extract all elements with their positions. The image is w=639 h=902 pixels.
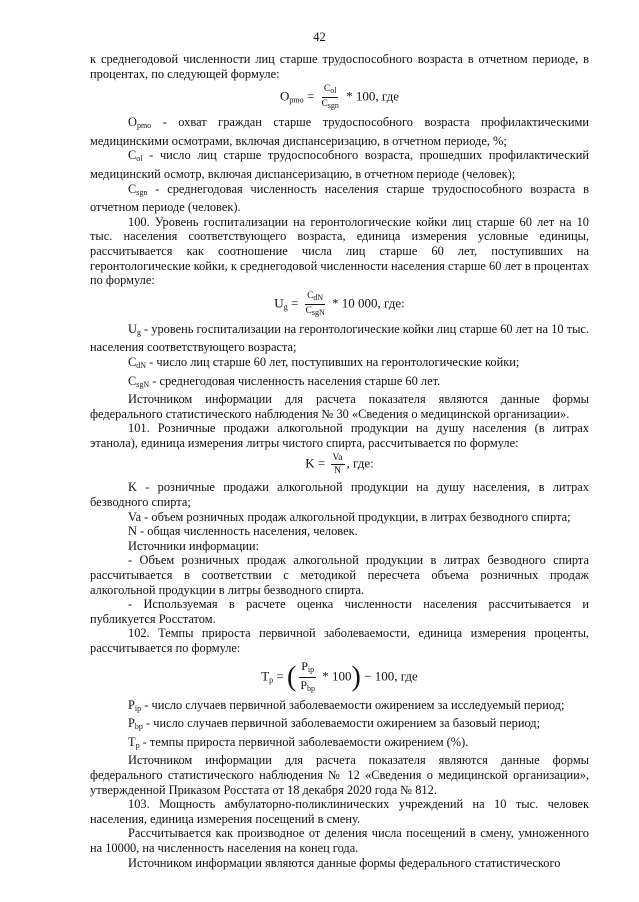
formula-coverage: $O_{pmo}$ = $\frac{C_{ol}}{C_{sgn}}$ * 100, где <box>279 84 399 111</box>
source-population: - Используемая в расчете оценка численности населения рассчитывается и публикуется Росстатом. <box>90 597 589 626</box>
paragraph-103-calc: Рассчитывается как производное от деления числа посещений в смену, умноженного на 10000, на численность населения на конец года. <box>90 826 589 855</box>
paragraph-101: 101. Розничные продажи алкогольной продукции на душу населения (в литрах этанола), единица измерения литры чистого спирта, рассчитывается по формуле: <box>90 421 589 450</box>
formula-lhs: T <box>261 668 270 684</box>
paragraph-103: 103. Мощность амбулаторно-поликлинических учреждений на 10 тыс. человек населения, единица измерения посещений в смену. <box>90 797 589 826</box>
fraction-numerator: C <box>323 84 331 95</box>
fraction-numerator: Va <box>332 453 343 464</box>
fraction-denominator: P <box>300 677 308 692</box>
fraction-denominator-sub: sgn <box>327 101 339 111</box>
definition-text: - число случаев первичной заболеваемости ожирением за базовый период; <box>142 716 541 731</box>
symbol: C <box>128 354 137 369</box>
symbol: T <box>128 734 136 749</box>
fraction-denominator: N <box>334 466 341 477</box>
symbol: O <box>128 115 137 130</box>
symbol-sub: ip <box>134 703 142 713</box>
definition-text: - число лиц старше 60 лет, поступивших на геронтологические койки; <box>146 354 520 369</box>
symbol: C <box>128 373 137 388</box>
fraction-denominator: C <box>321 99 328 110</box>
fraction-numerator-sub: ip <box>307 664 315 674</box>
formula-multiplier: * 100 <box>319 668 352 684</box>
definition-p-ip <box>90 698 589 717</box>
source-federal-form: Источником информации являются данные формы федерального статистического <box>128 855 561 870</box>
formula-fraction <box>319 84 340 111</box>
definition-c-dn <box>90 355 589 374</box>
formula-lhs: K = <box>305 455 329 471</box>
definition-n: N - общая численность населения, человек. <box>128 524 358 539</box>
symbol: U <box>128 321 137 336</box>
symbol: P <box>128 716 135 731</box>
definition-u-g <box>90 322 589 355</box>
definition-c-sgn-60 <box>90 374 589 393</box>
fraction-numerator: P <box>301 658 308 673</box>
definition-text: - уровень госпитализации на геронтологические койки лиц старше 60 лет на 10 тыс. населения соответствующего возраста; <box>90 321 589 355</box>
sources-heading: Источники информации: <box>128 538 259 553</box>
formula-rest: − 100, где <box>360 668 418 684</box>
symbol: P <box>128 697 135 712</box>
definition-va: Va - объем розничных продаж алкогольной продукции, в литрах безводного спирта; <box>128 509 571 524</box>
symbol-sub: dN <box>136 360 147 370</box>
formula-hospitalization: $U_g$ = $\frac{C_{dN}}{C_{sgN}}$ * 10 000, где: <box>274 290 405 317</box>
formula-lhs: U <box>274 295 284 311</box>
definition-text: - число лиц старше трудоспособного возраста, прошедших профилактический медицинский осмотр, включая диспансеризацию, в отчетном периоде (человек); <box>90 148 589 181</box>
symbol-sub: p <box>135 740 140 750</box>
fraction-denominator: C <box>305 305 312 316</box>
definition-o-pmo <box>90 115 589 148</box>
formula-alcohol <box>90 453 589 476</box>
formula-fraction <box>298 660 317 695</box>
definition-t-p <box>90 735 589 754</box>
symbol-sub: g <box>136 327 141 337</box>
definition-text: - темпы прироста первичной заболеваемости ожирением (%). <box>139 734 469 749</box>
fraction-denominator-sub: bp <box>307 683 316 693</box>
symbol: C <box>128 181 137 196</box>
formula-rest: * 100, где <box>342 88 399 104</box>
source-form-30: Источником информации для расчета показателя являются данные формы федерального статистического наблюдения № 30 «Сведения о медицинской организации». <box>90 392 589 421</box>
paragraph-intro: к среднегодовой численности лиц старше трудоспособного возраста в отчетном периоде, в процентах, по следующей формуле: <box>90 52 589 81</box>
document-body <box>90 52 589 870</box>
formula-lhs-sub: p <box>269 675 274 685</box>
symbol-sub: sgn <box>136 187 148 197</box>
page-number: 42 <box>313 30 326 44</box>
formula-fraction <box>304 291 327 318</box>
definition-c-sgn <box>90 182 589 215</box>
formula-fraction <box>331 453 345 476</box>
definition-k: K - розничные продажи алкогольной продукции на душу населения, в литрах безводного спирта; <box>90 480 589 510</box>
definition-text: - среднегодовая численность населения старше трудоспособного возраста в отчетном периоде (человек). <box>90 181 589 215</box>
fraction-numerator-sub: dN <box>313 292 324 302</box>
definition-text: - среднегодовая численность населения старше 60 лет. <box>149 373 441 388</box>
definition-text: - число случаев первичной заболеваемости ожирением за исследуемый период; <box>141 697 565 712</box>
formula-lhs-sub: g <box>283 302 288 312</box>
symbol-sub: ol <box>136 154 143 164</box>
formula-equals: = <box>273 668 288 684</box>
symbol-sub: pmo <box>136 121 152 131</box>
fraction-numerator-sub: ol <box>330 86 337 96</box>
formula-rest: , где: <box>346 455 374 471</box>
definition-p-bp <box>90 716 589 735</box>
paragraph-100: 100. Уровень госпитализации на геронтологические койки лиц старше 60 лет на 10 тыс. населения соответствующего возраста, единица измерения условные единицы, рассчитывается как соотношение числа лиц старше 60 лет, поступивших на геронтологические койки, к среднегодовой численности населения старше 60 лет в процентах по формуле: <box>90 214 589 288</box>
source-alcohol-volume: - Объем розничных продаж алкогольной продукции в литрах безводного спирта рассчитывается в соответствии с методикой пересчета объема розничных продаж алкогольной продукции в литры безводного спирта. <box>90 553 589 597</box>
definition-c-ol <box>90 148 589 181</box>
formula-rest: * 10 000, где: <box>328 295 405 311</box>
symbol-sub: sgN <box>136 379 150 389</box>
symbol-sub: bp <box>134 722 143 732</box>
fraction-numerator: C <box>307 290 314 301</box>
formula-growth-rate: $T_p$ = ( $\frac{P_{ip}}{P_{bp}}$ * 100) − 100, где <box>261 658 418 693</box>
symbol: C <box>128 148 137 163</box>
formula-lhs: O <box>279 88 290 104</box>
paragraph-102: 102. Темпы прироста первичной заболеваемости, единица измерения проценты, рассчитывается по формуле: <box>90 626 589 655</box>
fraction-denominator-sub: sgN <box>311 307 325 317</box>
formula-lhs-sub: pmo <box>289 95 304 105</box>
source-form-12: Источником информации для расчета показателя являются данные формы федерального статистического наблюдения № 12 «Сведения о медицинской организации», утвержденной Приказом Росстата от 18 декабря 2020 года № 812. <box>90 753 589 797</box>
definition-text: - охват граждан старше трудоспособного возраста профилактическими медицинскими осмотрами, включая диспансеризацию, в отчетном периоде, %; <box>90 115 589 148</box>
